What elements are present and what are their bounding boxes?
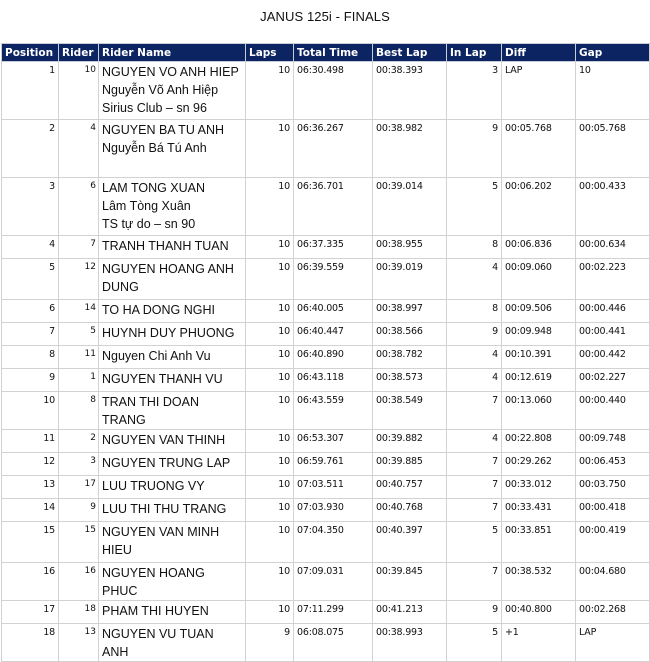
table-row <box>2 453 650 476</box>
diff-cell: 00:22.808 <box>502 430 576 453</box>
diff-cell: 00:05.768 <box>502 120 576 178</box>
rider-name: NGUYEN HOANG ANH DUNG <box>102 262 234 294</box>
in-lap-cell: 8 <box>447 300 502 323</box>
rider-name-cell <box>99 430 246 453</box>
laps-cell: 10 <box>246 476 294 499</box>
gap-cell: 00:06.453 <box>576 453 650 476</box>
rider-name: NGUYEN VAN MINH HIEU <box>102 525 220 557</box>
rider-number-cell: 15 <box>59 522 99 563</box>
table-row <box>2 601 650 624</box>
laps-cell: 10 <box>246 346 294 369</box>
best-lap-cell: 00:41.213 <box>373 601 447 624</box>
best-lap-cell: 00:38.993 <box>373 624 447 662</box>
rider-name-cell <box>99 522 246 563</box>
laps-cell: 10 <box>246 323 294 346</box>
header-row <box>2 44 650 62</box>
table-row <box>2 624 650 662</box>
table-row <box>2 522 650 563</box>
in-lap-cell: 4 <box>447 259 502 300</box>
diff-cell: 00:33.012 <box>502 476 576 499</box>
rider-number-cell: 16 <box>59 563 99 601</box>
col-header-rider: Rider <box>59 44 99 62</box>
gap-cell: 00:00.440 <box>576 392 650 430</box>
col-header-position: Position <box>2 44 59 62</box>
rider-name-cell <box>99 392 246 430</box>
rider-number-cell: 8 <box>59 392 99 430</box>
rider-name: LUU TRUONG VY <box>102 479 205 493</box>
laps-cell: 9 <box>246 624 294 662</box>
rider-name: LAM TONG XUAN <box>102 181 206 195</box>
in-lap-cell: 5 <box>447 178 502 236</box>
position-cell: 17 <box>2 601 59 624</box>
position-cell: 4 <box>2 236 59 259</box>
gap-cell: 00:00.419 <box>576 522 650 563</box>
table-row <box>2 499 650 522</box>
laps-cell: 10 <box>246 369 294 392</box>
rider-number-cell: 3 <box>59 453 99 476</box>
rider-name: LUU THI THU TRANG <box>102 502 227 516</box>
rider-number-cell: 18 <box>59 601 99 624</box>
rider-number-cell: 14 <box>59 300 99 323</box>
diff-cell: 00:09.506 <box>502 300 576 323</box>
rider-number-cell: 11 <box>59 346 99 369</box>
best-lap-cell: 00:38.782 <box>373 346 447 369</box>
in-lap-cell: 3 <box>447 62 502 120</box>
rider-name: NGUYEN VAN THINH <box>102 433 226 447</box>
in-lap-cell: 5 <box>447 624 502 662</box>
diff-cell: 00:38.532 <box>502 563 576 601</box>
laps-cell: 10 <box>246 499 294 522</box>
rider-number-cell: 12 <box>59 259 99 300</box>
best-lap-cell: 00:38.549 <box>373 392 447 430</box>
total-time-cell: 06:40.005 <box>294 300 373 323</box>
rider-name: TO HA DONG NGHI <box>102 303 215 317</box>
col-header-in-lap: In Lap <box>447 44 502 62</box>
diff-cell: +1 <box>502 624 576 662</box>
total-time-cell: 06:36.267 <box>294 120 373 178</box>
rider-name-vietnamese: Nguyễn Bá Tú Anh <box>102 141 207 155</box>
diff-cell: 00:06.836 <box>502 236 576 259</box>
gap-cell: LAP <box>576 624 650 662</box>
best-lap-cell: 00:38.955 <box>373 236 447 259</box>
laps-cell: 10 <box>246 259 294 300</box>
rider-number-cell: 10 <box>59 62 99 120</box>
position-cell: 6 <box>2 300 59 323</box>
rider-name-cell <box>99 601 246 624</box>
gap-cell: 00:02.227 <box>576 369 650 392</box>
diff-cell: 00:09.948 <box>502 323 576 346</box>
laps-cell: 10 <box>246 601 294 624</box>
diff-cell: 00:40.800 <box>502 601 576 624</box>
gap-cell: 00:09.748 <box>576 430 650 453</box>
gap-cell: 00:04.680 <box>576 563 650 601</box>
gap-cell: 00:00.446 <box>576 300 650 323</box>
total-time-cell: 06:40.890 <box>294 346 373 369</box>
laps-cell: 10 <box>246 392 294 430</box>
best-lap-cell: 00:38.566 <box>373 323 447 346</box>
position-cell: 14 <box>2 499 59 522</box>
in-lap-cell: 7 <box>447 563 502 601</box>
diff-cell: 00:29.262 <box>502 453 576 476</box>
rider-name: PHAM THI HUYEN <box>102 604 209 618</box>
rider-number-cell: 2 <box>59 430 99 453</box>
table-row <box>2 369 650 392</box>
rider-name-cell <box>99 178 246 236</box>
position-cell: 1 <box>2 62 59 120</box>
diff-cell: 00:10.391 <box>502 346 576 369</box>
laps-cell: 10 <box>246 62 294 120</box>
table-row <box>2 476 650 499</box>
laps-cell: 10 <box>246 300 294 323</box>
col-header-best-lap: Best Lap <box>373 44 447 62</box>
diff-cell: 00:33.851 <box>502 522 576 563</box>
total-time-cell: 06:36.701 <box>294 178 373 236</box>
rider-name-cell <box>99 624 246 662</box>
rider-name-cell <box>99 346 246 369</box>
rider-name: NGUYEN VO ANH HIEP <box>102 65 239 79</box>
rider-name-vietnamese: Lâm Tòng Xuân <box>102 199 191 213</box>
total-time-cell: 07:04.350 <box>294 522 373 563</box>
gap-cell: 00:02.268 <box>576 601 650 624</box>
in-lap-cell: 4 <box>447 369 502 392</box>
rider-name: NGUYEN BA TU ANH <box>102 123 225 137</box>
position-cell: 5 <box>2 259 59 300</box>
gap-cell: 10 <box>576 62 650 120</box>
best-lap-cell: 00:40.768 <box>373 499 447 522</box>
col-header-gap: Gap <box>576 44 650 62</box>
rider-name: NGUYEN VU TUAN ANH <box>102 627 214 659</box>
rider-name-cell <box>99 369 246 392</box>
rider-number-cell: 7 <box>59 236 99 259</box>
best-lap-cell: 00:38.573 <box>373 369 447 392</box>
position-cell: 13 <box>2 476 59 499</box>
rider-name-cell <box>99 62 246 120</box>
total-time-cell: 06:43.559 <box>294 392 373 430</box>
best-lap-cell: 00:39.014 <box>373 178 447 236</box>
rider-name-cell <box>99 499 246 522</box>
gap-cell: 00:03.750 <box>576 476 650 499</box>
rider-name: TRANH THANH TUAN <box>102 239 229 253</box>
rider-name: TRAN THI DOAN TRANG <box>102 395 199 427</box>
rider-name-cell <box>99 236 246 259</box>
laps-cell: 10 <box>246 178 294 236</box>
rider-name-cell <box>99 120 246 178</box>
best-lap-cell: 00:39.885 <box>373 453 447 476</box>
rider-name-cell <box>99 259 246 300</box>
gap-cell: 00:00.418 <box>576 499 650 522</box>
rider-club: Sirius Club – sn 96 <box>102 101 207 115</box>
table-row <box>2 563 650 601</box>
rider-number-cell: 6 <box>59 178 99 236</box>
total-time-cell: 06:39.559 <box>294 259 373 300</box>
laps-cell: 10 <box>246 236 294 259</box>
rider-name-cell <box>99 300 246 323</box>
in-lap-cell: 9 <box>447 120 502 178</box>
rider-name: NGUYEN THANH VU <box>102 372 223 386</box>
rider-name-cell <box>99 453 246 476</box>
rider-name-cell <box>99 563 246 601</box>
rider-number-cell: 5 <box>59 323 99 346</box>
in-lap-cell: 9 <box>447 323 502 346</box>
rider-number-cell: 1 <box>59 369 99 392</box>
table-row <box>2 120 650 178</box>
diff-cell: 00:33.431 <box>502 499 576 522</box>
total-time-cell: 07:11.299 <box>294 601 373 624</box>
rider-name: HUYNH DUY PHUONG <box>102 326 235 340</box>
total-time-cell: 06:30.498 <box>294 62 373 120</box>
col-header-rider-name: Rider Name <box>99 44 246 62</box>
total-time-cell: 06:08.075 <box>294 624 373 662</box>
results-table <box>1 43 650 662</box>
col-header-diff: Diff <box>502 44 576 62</box>
total-time-cell: 06:37.335 <box>294 236 373 259</box>
rider-name: NGUYEN HOANG PHUC <box>102 566 205 598</box>
table-row <box>2 323 650 346</box>
rider-name: NGUYEN TRUNG LAP <box>102 456 231 470</box>
best-lap-cell: 00:39.882 <box>373 430 447 453</box>
table-row <box>2 300 650 323</box>
rider-name-cell <box>99 476 246 499</box>
gap-cell: 00:00.442 <box>576 346 650 369</box>
table-row <box>2 430 650 453</box>
position-cell: 2 <box>2 120 59 178</box>
diff-cell: LAP <box>502 62 576 120</box>
best-lap-cell: 00:38.982 <box>373 120 447 178</box>
in-lap-cell: 7 <box>447 499 502 522</box>
table-row <box>2 236 650 259</box>
table-row <box>2 62 650 120</box>
position-cell: 18 <box>2 624 59 662</box>
rider-name-vietnamese: Nguyễn Võ Anh Hiệp <box>102 83 219 97</box>
table-row <box>2 392 650 430</box>
table-row <box>2 259 650 300</box>
laps-cell: 10 <box>246 430 294 453</box>
position-cell: 10 <box>2 392 59 430</box>
gap-cell: 00:05.768 <box>576 120 650 178</box>
best-lap-cell: 00:40.397 <box>373 522 447 563</box>
rider-number-cell: 17 <box>59 476 99 499</box>
position-cell: 11 <box>2 430 59 453</box>
in-lap-cell: 8 <box>447 236 502 259</box>
best-lap-cell: 00:39.019 <box>373 259 447 300</box>
position-cell: 16 <box>2 563 59 601</box>
diff-cell: 00:09.060 <box>502 259 576 300</box>
diff-cell: 00:13.060 <box>502 392 576 430</box>
table-row <box>2 178 650 236</box>
in-lap-cell: 4 <box>447 430 502 453</box>
position-cell: 9 <box>2 369 59 392</box>
rider-club: TS tự do – sn 90 <box>102 217 196 231</box>
laps-cell: 10 <box>246 120 294 178</box>
in-lap-cell: 7 <box>447 476 502 499</box>
best-lap-cell: 00:38.997 <box>373 300 447 323</box>
laps-cell: 10 <box>246 522 294 563</box>
total-time-cell: 06:40.447 <box>294 323 373 346</box>
col-header-total-time: Total Time <box>294 44 373 62</box>
position-cell: 3 <box>2 178 59 236</box>
in-lap-cell: 5 <box>447 522 502 563</box>
gap-cell: 00:00.433 <box>576 178 650 236</box>
position-cell: 7 <box>2 323 59 346</box>
table-row <box>2 346 650 369</box>
diff-cell: 00:06.202 <box>502 178 576 236</box>
rider-number-cell: 4 <box>59 120 99 178</box>
rider-name-cell <box>99 323 246 346</box>
gap-cell: 00:02.223 <box>576 259 650 300</box>
rider-name: Nguyen Chi Anh Vu <box>102 349 211 363</box>
position-cell: 12 <box>2 453 59 476</box>
page-title: JANUS 125i - FINALS <box>260 9 390 24</box>
total-time-cell: 06:53.307 <box>294 430 373 453</box>
total-time-cell: 06:43.118 <box>294 369 373 392</box>
gap-cell: 00:00.634 <box>576 236 650 259</box>
best-lap-cell: 00:40.757 <box>373 476 447 499</box>
best-lap-cell: 00:38.393 <box>373 62 447 120</box>
in-lap-cell: 7 <box>447 453 502 476</box>
col-header-laps: Laps <box>246 44 294 62</box>
laps-cell: 10 <box>246 563 294 601</box>
position-cell: 15 <box>2 522 59 563</box>
in-lap-cell: 9 <box>447 601 502 624</box>
total-time-cell: 07:03.511 <box>294 476 373 499</box>
in-lap-cell: 4 <box>447 346 502 369</box>
rider-number-cell: 9 <box>59 499 99 522</box>
laps-cell: 10 <box>246 453 294 476</box>
total-time-cell: 07:09.031 <box>294 563 373 601</box>
best-lap-cell: 00:39.845 <box>373 563 447 601</box>
position-cell: 8 <box>2 346 59 369</box>
diff-cell: 00:12.619 <box>502 369 576 392</box>
total-time-cell: 07:03.930 <box>294 499 373 522</box>
total-time-cell: 06:59.761 <box>294 453 373 476</box>
gap-cell: 00:00.441 <box>576 323 650 346</box>
rider-number-cell: 13 <box>59 624 99 662</box>
in-lap-cell: 7 <box>447 392 502 430</box>
